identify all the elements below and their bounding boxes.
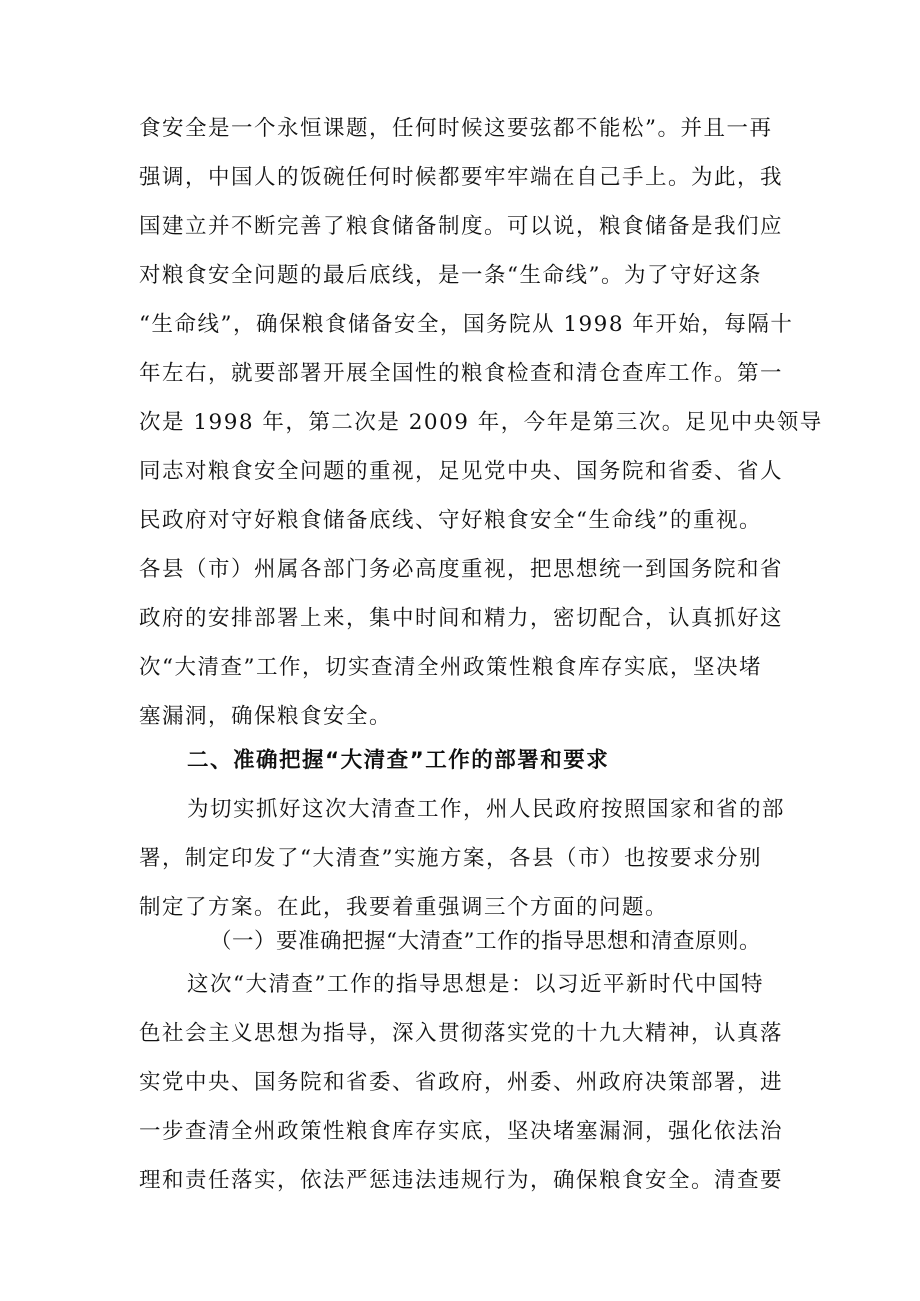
paragraph-line: 一步查清全州政策性粮食库存实底，坚决堵塞漏洞，强化依法治: [139, 1119, 784, 1144]
paragraph-line: 政府的安排部署上来，集中时间和精力，密切配合，认真抓好这: [139, 606, 784, 631]
paragraph-line: 塞漏洞，确保粮食安全。: [139, 704, 393, 729]
paragraph-line: 对粮食安全问题的最后底线，是一条“生命线”。为了守好这条: [139, 263, 762, 288]
paragraph-line: 民政府对守好粮食储备底线、守好粮食安全“生命线”的重视。: [139, 508, 762, 533]
paragraph-line: 次是 1998 年，第二次是 2009 年，今年是第三次。足见中央领导: [139, 410, 823, 435]
paragraph-line: 理和责任落实，依法严惩违法违规行为，确保粮食安全。清查要: [139, 1168, 784, 1193]
paragraph-line: 食安全是一个永恒课题，任何时候这要弦都不能松”。并且一再: [139, 116, 773, 141]
paragraph-line: 制定了方案。在此，我要着重强调三个方面的问题。: [139, 895, 669, 920]
paragraph-line: 这次“大清查”工作的指导思想是：以习近平新时代中国特: [187, 972, 764, 997]
paragraph-line: 色社会主义思想为指导，深入贯彻落实党的十九大精神，认真落: [139, 1021, 784, 1046]
sub-heading: （一）要准确把握“大清查”工作的指导思想和清查原则。: [210, 929, 761, 954]
paragraph-line: “生命线”，确保粮食储备安全，国务院从 1998 年开始，每隔十: [139, 312, 794, 337]
section-heading: 二、准确把握“大清查”工作的部署和要求: [187, 748, 610, 773]
paragraph-line: 同志对粮食安全问题的重视，足见党中央、国务院和省委、省人: [139, 459, 784, 484]
paragraph-line: 国建立并不断完善了粮食储备制度。可以说，粮食储备是我们应: [139, 214, 784, 239]
paragraph-line: 强调，中国人的饭碗任何时候都要牢牢端在自己手上。为此，我: [139, 165, 784, 190]
paragraph-line: 次“大清查”工作，切实查清全州政策性粮食库存实底，坚决堵: [139, 655, 762, 680]
paragraph-line: 实党中央、国务院和省委、省政府，州委、州政府决策部署，进: [139, 1070, 784, 1095]
paragraph-line: 署，制定印发了“大清查”实施方案，各县（市）也按要求分别: [139, 846, 762, 871]
paragraph-line: 各县（市）州属各部门务必高度重视，把思想统一到国务院和省: [139, 557, 784, 582]
paragraph-line: 为切实抓好这次大清查工作，州人民政府按照国家和省的部: [187, 797, 786, 822]
paragraph-line: 年左右，就要部署开展全国性的粮食检查和清仓查库工作。第一: [139, 361, 784, 386]
